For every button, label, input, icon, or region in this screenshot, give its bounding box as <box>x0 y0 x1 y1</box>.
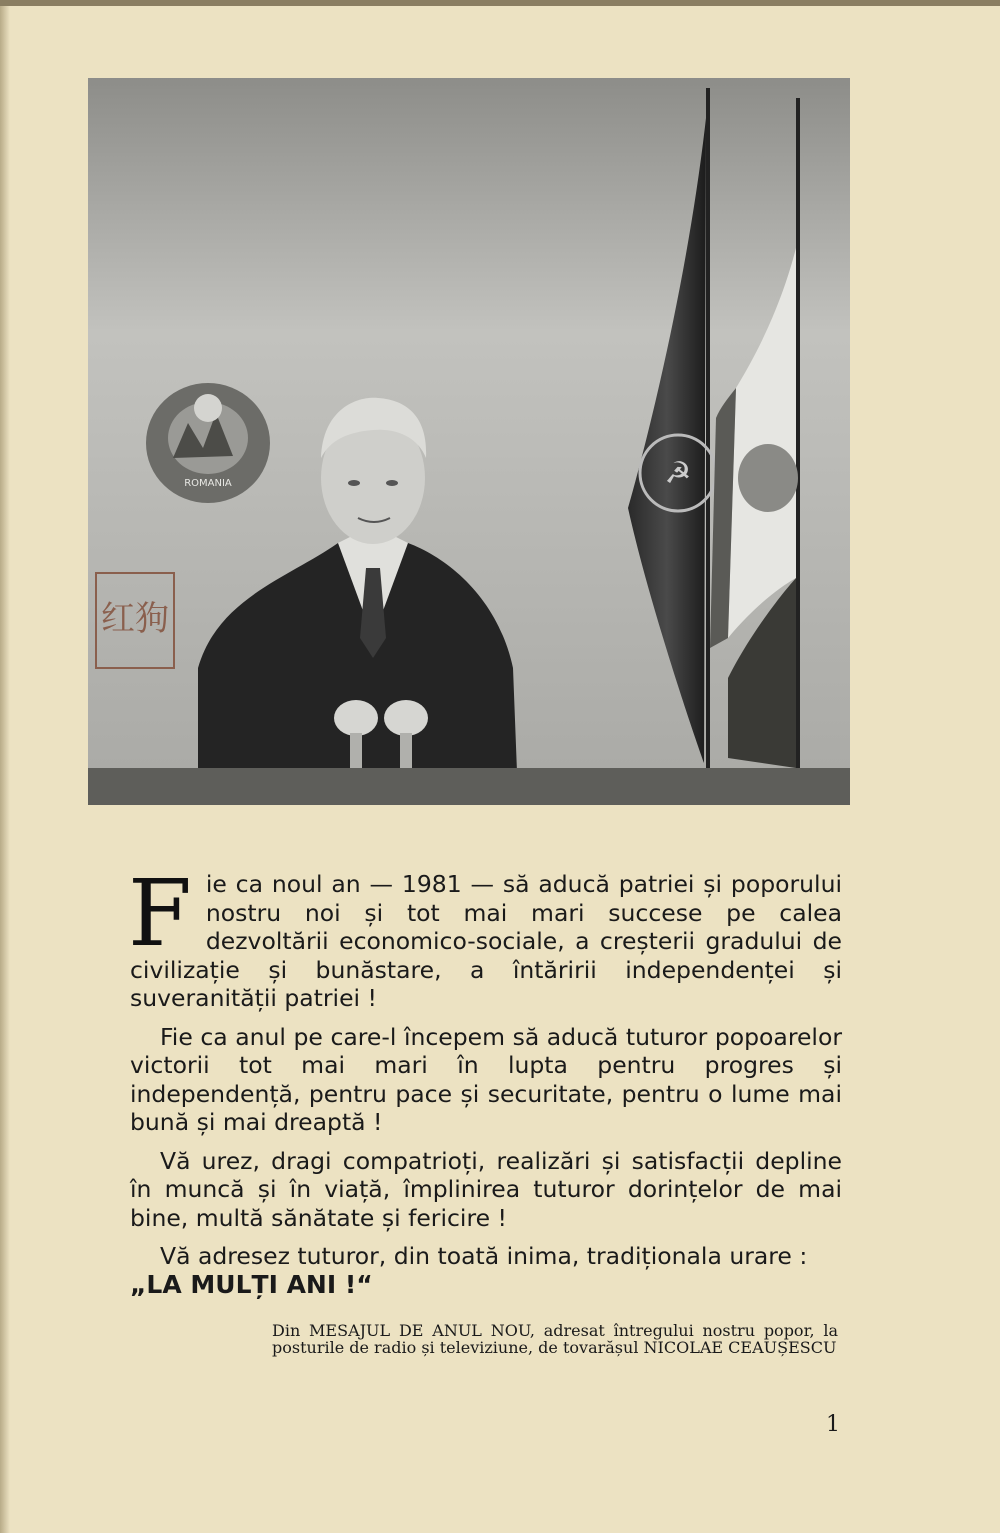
svg-text:ROMANIA: ROMANIA <box>184 478 232 489</box>
message-paragraph-2: Fie ca anul pe care-l începem să aducă tuturor popoarelor victorii tot mai mari în lupta pentru progres și independență, pentru pace și securitate, pentru o lume mai bună și mai dreaptă ! <box>130 1022 842 1136</box>
greeting: „LA MULȚI ANI !“ <box>130 1269 373 1299</box>
message-paragraph-1: Fie ca noul an — 1981 — să aducă patriei și poporului nostru noi și tot mai mari succese pe calea dezvoltării economico-sociale, a creșterii gradului de civilizație și bunăstare, a întăririi independenței și suveranității patriei ! <box>128 860 842 1012</box>
message-paragraph-4: Vă adresez tuturor, din toată inima, tradiționala urare : <box>160 1242 808 1270</box>
page-spine <box>0 0 10 1533</box>
page-number: 1 <box>826 1412 840 1437</box>
desk <box>88 768 850 805</box>
coat-of-arms-icon <box>146 383 270 503</box>
source-note: Din MESAJUL DE ANUL NOU, adresat întregului nostru popor, la posturile de radio și televiziune, de tovarășul NICOLAE CEAUȘESCU <box>272 1321 838 1357</box>
page-top-edge <box>0 0 1000 6</box>
portrait-photo <box>88 78 850 805</box>
drop-cap: F <box>128 860 192 967</box>
message-text <box>128 860 842 1299</box>
svg-text:☭: ☭ <box>664 456 692 491</box>
message-paragraph-3: Vă urez, dragi compatrioți, realizări și satisfacții depline în muncă și în viață, împlinirea tuturor dorințelor de mai bine, multă sănătate și fericire ! <box>130 1146 842 1232</box>
svg-text:红狗: 红狗 <box>101 599 169 639</box>
